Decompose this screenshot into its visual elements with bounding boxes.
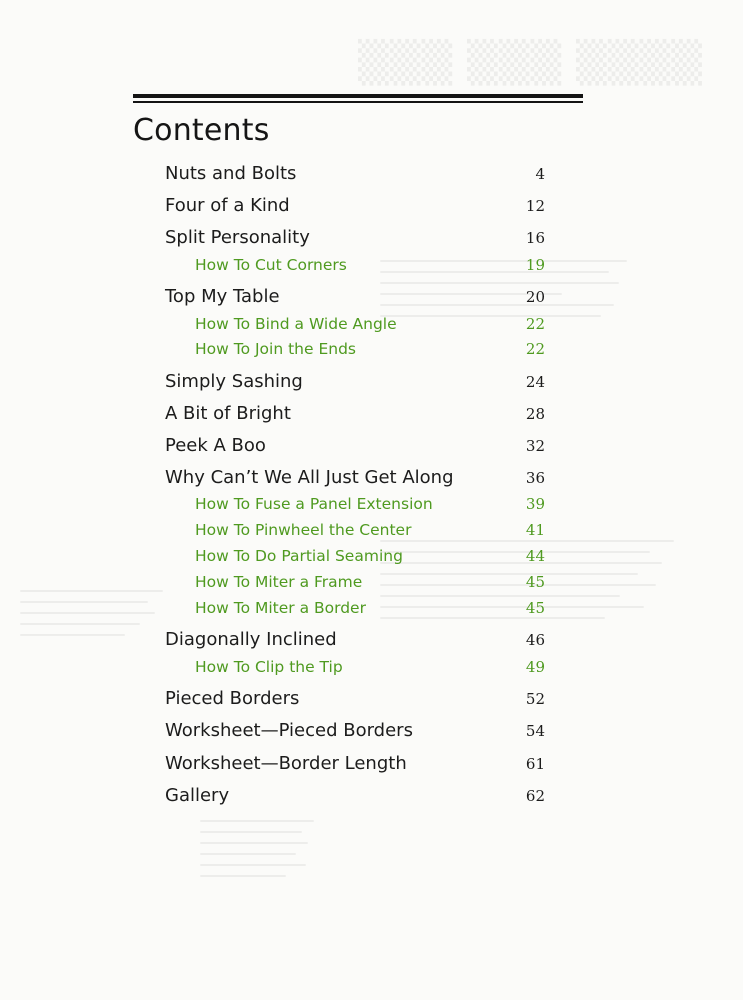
toc-entry[interactable] bbox=[165, 227, 545, 248]
toc-entry[interactable] bbox=[165, 403, 545, 424]
toc-entry-page: 28 bbox=[525, 405, 545, 423]
toc-entry-page: 20 bbox=[525, 288, 545, 306]
toc-subentry[interactable] bbox=[195, 315, 545, 333]
toc-subentry-title: How To Cut Corners bbox=[195, 256, 347, 274]
toc-subentry[interactable] bbox=[195, 340, 545, 358]
toc-entry-page: 24 bbox=[525, 373, 545, 391]
toc-subentry-title: How To Miter a Border bbox=[195, 599, 366, 617]
toc-entry-title: Nuts and Bolts bbox=[165, 163, 297, 184]
toc-subentry-title: How To Fuse a Panel Extension bbox=[195, 495, 433, 513]
show-through-text: ▒▒▒ ▒▒▒ ▒▒▒▒ bbox=[357, 40, 703, 86]
toc-subentry[interactable] bbox=[195, 573, 545, 591]
toc-entry-page: 52 bbox=[525, 690, 545, 708]
toc-entry[interactable] bbox=[165, 753, 545, 774]
toc-subentry-page: 49 bbox=[525, 658, 545, 676]
toc-subentry-page: 19 bbox=[525, 256, 545, 274]
toc-subentry-title: How To Miter a Frame bbox=[195, 573, 363, 591]
toc-entry-title: A Bit of Bright bbox=[165, 403, 291, 424]
toc-subentry-page: 45 bbox=[525, 599, 545, 617]
toc-entry[interactable] bbox=[165, 435, 545, 456]
toc-entry-page: 62 bbox=[525, 787, 545, 805]
toc-entry[interactable] bbox=[165, 688, 545, 709]
toc-entry[interactable] bbox=[165, 286, 545, 307]
page-title: Contents bbox=[133, 113, 270, 148]
toc-entry-page: 54 bbox=[525, 722, 545, 740]
toc-entry-page: 46 bbox=[525, 631, 545, 649]
toc-entry[interactable] bbox=[165, 467, 545, 488]
toc-entry-title: Peek A Boo bbox=[165, 435, 266, 456]
toc-entry[interactable] bbox=[165, 163, 545, 184]
toc-subentry-page: 45 bbox=[525, 573, 545, 591]
toc-subentry[interactable] bbox=[195, 521, 545, 539]
toc-subentry-title: How To Bind a Wide Angle bbox=[195, 315, 397, 333]
toc-subentry-title: How To Pinwheel the Center bbox=[195, 521, 412, 539]
toc-subentry[interactable] bbox=[195, 495, 545, 513]
toc-subentry[interactable] bbox=[195, 599, 545, 617]
toc-entry-title: Simply Sashing bbox=[165, 371, 303, 392]
toc-entry[interactable] bbox=[165, 720, 545, 741]
toc-entry-page: 32 bbox=[525, 437, 545, 455]
toc-entry[interactable] bbox=[165, 371, 545, 392]
toc-entry[interactable] bbox=[165, 195, 545, 216]
toc-entry-title: Why Can’t We All Just Get Along bbox=[165, 467, 454, 488]
toc-subentry[interactable] bbox=[195, 658, 545, 676]
toc-subentry-page: 22 bbox=[525, 340, 545, 358]
toc-subentry[interactable] bbox=[195, 256, 545, 274]
toc-subentry-page: 39 bbox=[525, 495, 545, 513]
toc-entry-title: Worksheet—Pieced Borders bbox=[165, 720, 413, 741]
toc-entry[interactable] bbox=[165, 785, 545, 806]
toc-entry-page: 61 bbox=[525, 755, 545, 773]
toc-entry-title: Worksheet—Border Length bbox=[165, 753, 407, 774]
toc-subentry-page: 44 bbox=[525, 547, 545, 565]
toc-entry-page: 36 bbox=[525, 469, 545, 487]
toc-subentry-page: 22 bbox=[525, 315, 545, 333]
toc-entry-title: Top My Table bbox=[165, 286, 280, 307]
toc-subentry-title: How To Clip the Tip bbox=[195, 658, 343, 676]
toc-entry-title: Split Personality bbox=[165, 227, 310, 248]
toc-subentry-title: How To Join the Ends bbox=[195, 340, 356, 358]
toc-entry-title: Four of a Kind bbox=[165, 195, 290, 216]
toc-entry-page: 16 bbox=[525, 229, 545, 247]
toc-entry-title: Gallery bbox=[165, 785, 230, 806]
toc-entry-page: 12 bbox=[525, 197, 545, 215]
toc-subentry-page: 41 bbox=[525, 521, 545, 539]
toc-subentry-title: How To Do Partial Seaming bbox=[195, 547, 403, 565]
toc-entry-title: Pieced Borders bbox=[165, 688, 300, 709]
toc-subentry[interactable] bbox=[195, 547, 545, 565]
toc-entry-page: 4 bbox=[535, 165, 545, 183]
toc-entry[interactable] bbox=[165, 629, 545, 650]
toc-entry-title: Diagonally Inclined bbox=[165, 629, 337, 650]
